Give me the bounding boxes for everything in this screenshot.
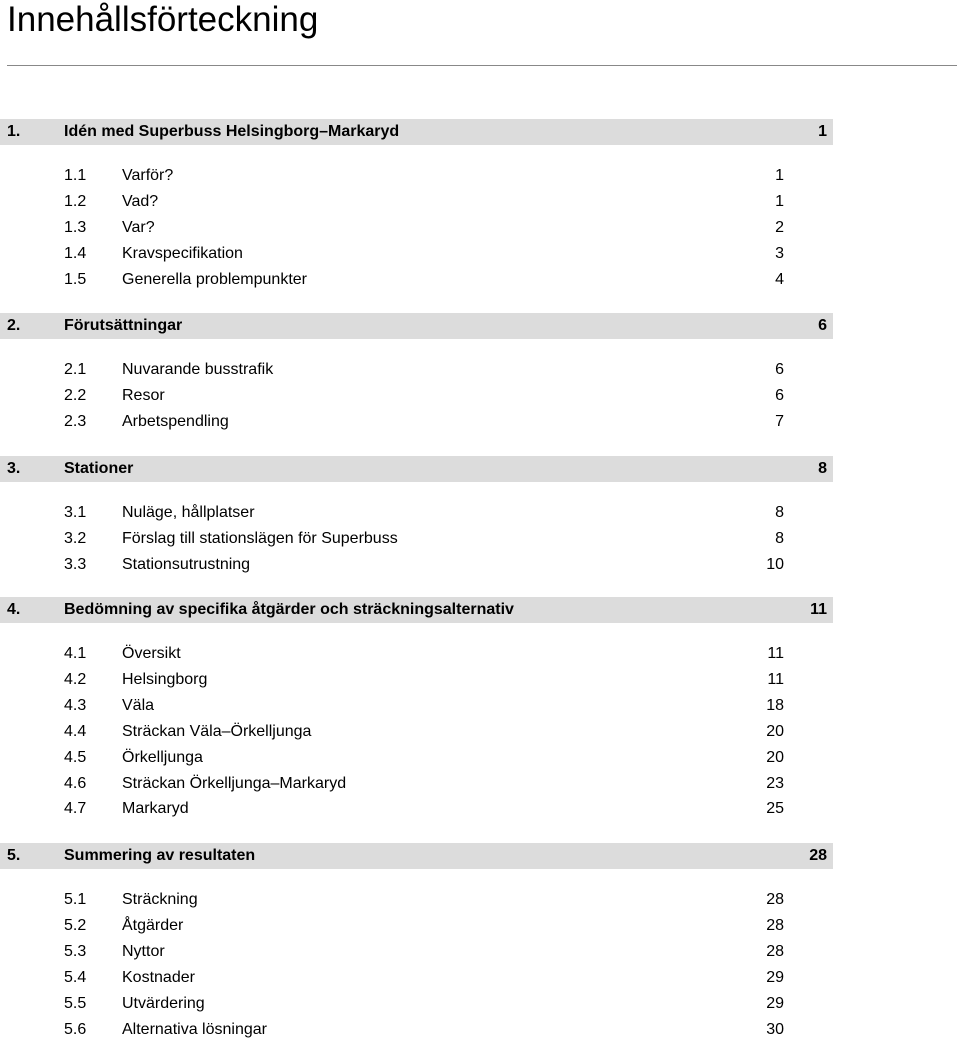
section-page-number: 8 <box>818 460 827 477</box>
entry-number: 3.2 <box>64 529 87 547</box>
entry-page-number: 4 <box>775 270 784 288</box>
toc-entry[interactable] <box>0 746 800 772</box>
section-number: 2. <box>7 317 21 334</box>
entry-page-number: 28 <box>766 891 784 908</box>
entry-page-number: 28 <box>766 942 784 960</box>
toc-section-3[interactable] <box>0 456 833 482</box>
entry-number: 5.1 <box>64 891 87 908</box>
entry-page-number: 3 <box>775 244 784 262</box>
entry-number: 1.5 <box>64 270 87 288</box>
entry-title: Örkelljunga <box>122 748 203 766</box>
entry-title: Varför? <box>122 167 174 184</box>
entry-number: 4.5 <box>64 748 87 766</box>
entry-title: Väla <box>122 696 155 714</box>
entry-title: Förslag till stationslägen för Superbuss <box>122 529 398 547</box>
toc-entry[interactable] <box>0 553 800 579</box>
toc-entry[interactable] <box>0 888 800 914</box>
toc-entry[interactable] <box>0 992 800 1018</box>
entry-title: Kostnader <box>122 968 195 986</box>
entry-page-number: 20 <box>766 722 784 740</box>
entry-title: Var? <box>122 218 155 236</box>
toc-entry[interactable] <box>0 668 800 694</box>
entry-number: 1.3 <box>64 218 87 236</box>
entry-number: 5.5 <box>64 994 87 1012</box>
entry-number: 4.2 <box>64 670 87 688</box>
toc-section-2[interactable] <box>0 313 833 339</box>
entry-number: 1.1 <box>64 167 87 184</box>
entry-number: 4.6 <box>64 774 87 792</box>
section-title: Summering av resultaten <box>64 847 256 864</box>
entry-title: Kravspecifikation <box>122 244 243 262</box>
toc-section-5[interactable] <box>0 843 833 869</box>
entry-title: Vad? <box>122 192 159 210</box>
toc-entry[interactable] <box>0 940 800 966</box>
entry-number: 4.1 <box>64 645 87 662</box>
toc-entry[interactable] <box>0 720 800 746</box>
toc-entry[interactable] <box>0 358 800 384</box>
section-title: Bedömning av specifika åtgärder och sträckningsalternativ <box>64 601 514 618</box>
section-title: Förutsättningar <box>64 317 183 334</box>
entry-title: Helsingborg <box>122 670 208 688</box>
toc-section-4[interactable] <box>0 597 833 623</box>
entry-number: 1.4 <box>64 244 87 262</box>
entry-title: Generella problempunkter <box>122 270 307 288</box>
entry-page-number: 6 <box>775 386 784 404</box>
entry-page-number: 11 <box>767 645 784 662</box>
entry-number: 2.1 <box>64 361 87 378</box>
entry-number: 5.6 <box>64 1020 87 1038</box>
entry-page-number: 7 <box>775 412 784 430</box>
section-page-number: 6 <box>818 317 827 334</box>
section-number: 4. <box>7 601 21 618</box>
entry-page-number: 29 <box>766 994 784 1012</box>
entry-page-number: 29 <box>766 968 784 986</box>
entry-page-number: 8 <box>775 529 784 547</box>
entry-number: 2.2 <box>64 386 87 404</box>
entry-page-number: 8 <box>775 504 784 521</box>
section-page-number: 28 <box>809 847 827 864</box>
section-number: 5. <box>7 847 21 864</box>
entry-number: 3.1 <box>64 504 87 521</box>
entry-page-number: 2 <box>775 218 784 236</box>
entry-title: Nuvarande busstrafik <box>122 361 274 378</box>
toc-entry[interactable] <box>0 190 800 216</box>
entry-title: Sträckning <box>122 891 198 908</box>
toc-entry[interactable] <box>0 410 800 436</box>
entry-number: 5.4 <box>64 968 87 986</box>
section-number: 1. <box>7 123 21 140</box>
entry-number: 4.3 <box>64 696 87 714</box>
entry-page-number: 18 <box>766 696 784 714</box>
entry-page-number: 20 <box>766 748 784 766</box>
entry-title: Sträckan Väla–Örkelljunga <box>122 722 312 740</box>
toc-section-1[interactable] <box>0 119 833 145</box>
entry-number: 2.3 <box>64 412 87 430</box>
entry-page-number: 1 <box>775 167 784 184</box>
toc-entry[interactable] <box>0 384 800 410</box>
toc-entry[interactable] <box>0 966 800 992</box>
toc-entry[interactable] <box>0 268 800 294</box>
section-page-number: 1 <box>818 123 827 140</box>
entry-title: Alternativa lösningar <box>122 1020 267 1038</box>
entry-number: 3.3 <box>64 555 87 573</box>
page-title: Innehållsförteckning <box>7 0 319 39</box>
entry-title: Sträckan Örkelljunga–Markaryd <box>122 774 347 792</box>
toc-entry[interactable] <box>0 501 800 527</box>
entry-title: Stationsutrustning <box>122 555 251 573</box>
entry-number: 4.4 <box>64 722 87 740</box>
entry-title: Nuläge, hållplatser <box>122 504 255 521</box>
entry-title: Nyttor <box>122 942 165 960</box>
entry-title: Åtgärder <box>122 916 184 934</box>
entry-number: 1.2 <box>64 192 87 210</box>
entry-page-number: 11 <box>767 670 784 688</box>
toc-entry[interactable] <box>0 797 800 823</box>
section-title: Stationer <box>64 460 134 477</box>
entry-page-number: 1 <box>775 192 784 210</box>
entry-page-number: 6 <box>775 361 784 378</box>
toc-entry[interactable] <box>0 914 800 940</box>
toc-entry[interactable] <box>0 164 800 190</box>
entry-page-number: 28 <box>766 916 784 934</box>
section-title: Idén med Superbuss Helsingborg–Markaryd <box>64 123 400 140</box>
entry-number: 5.2 <box>64 916 87 934</box>
entry-page-number: 10 <box>766 555 784 573</box>
entry-number: 4.7 <box>64 800 87 818</box>
toc-entry[interactable] <box>0 642 800 668</box>
entry-title: Markaryd <box>122 800 189 818</box>
toc-entry[interactable] <box>0 694 800 720</box>
toc-entry[interactable] <box>0 772 800 798</box>
entry-page-number: 23 <box>766 774 784 792</box>
entry-title: Utvärdering <box>122 994 205 1012</box>
toc-entry[interactable] <box>0 1018 800 1044</box>
entry-title: Resor <box>122 386 165 404</box>
entry-number: 5.3 <box>64 942 87 960</box>
toc-entry[interactable] <box>0 242 800 268</box>
section-number: 3. <box>7 460 21 477</box>
section-page-number: 11 <box>810 601 827 618</box>
entry-page-number: 30 <box>766 1020 784 1038</box>
entry-page-number: 25 <box>766 800 784 818</box>
entry-title: Översikt <box>122 645 181 662</box>
entry-title: Arbetspendling <box>122 412 229 430</box>
toc-entry[interactable] <box>0 527 800 553</box>
toc-entry[interactable] <box>0 216 800 242</box>
